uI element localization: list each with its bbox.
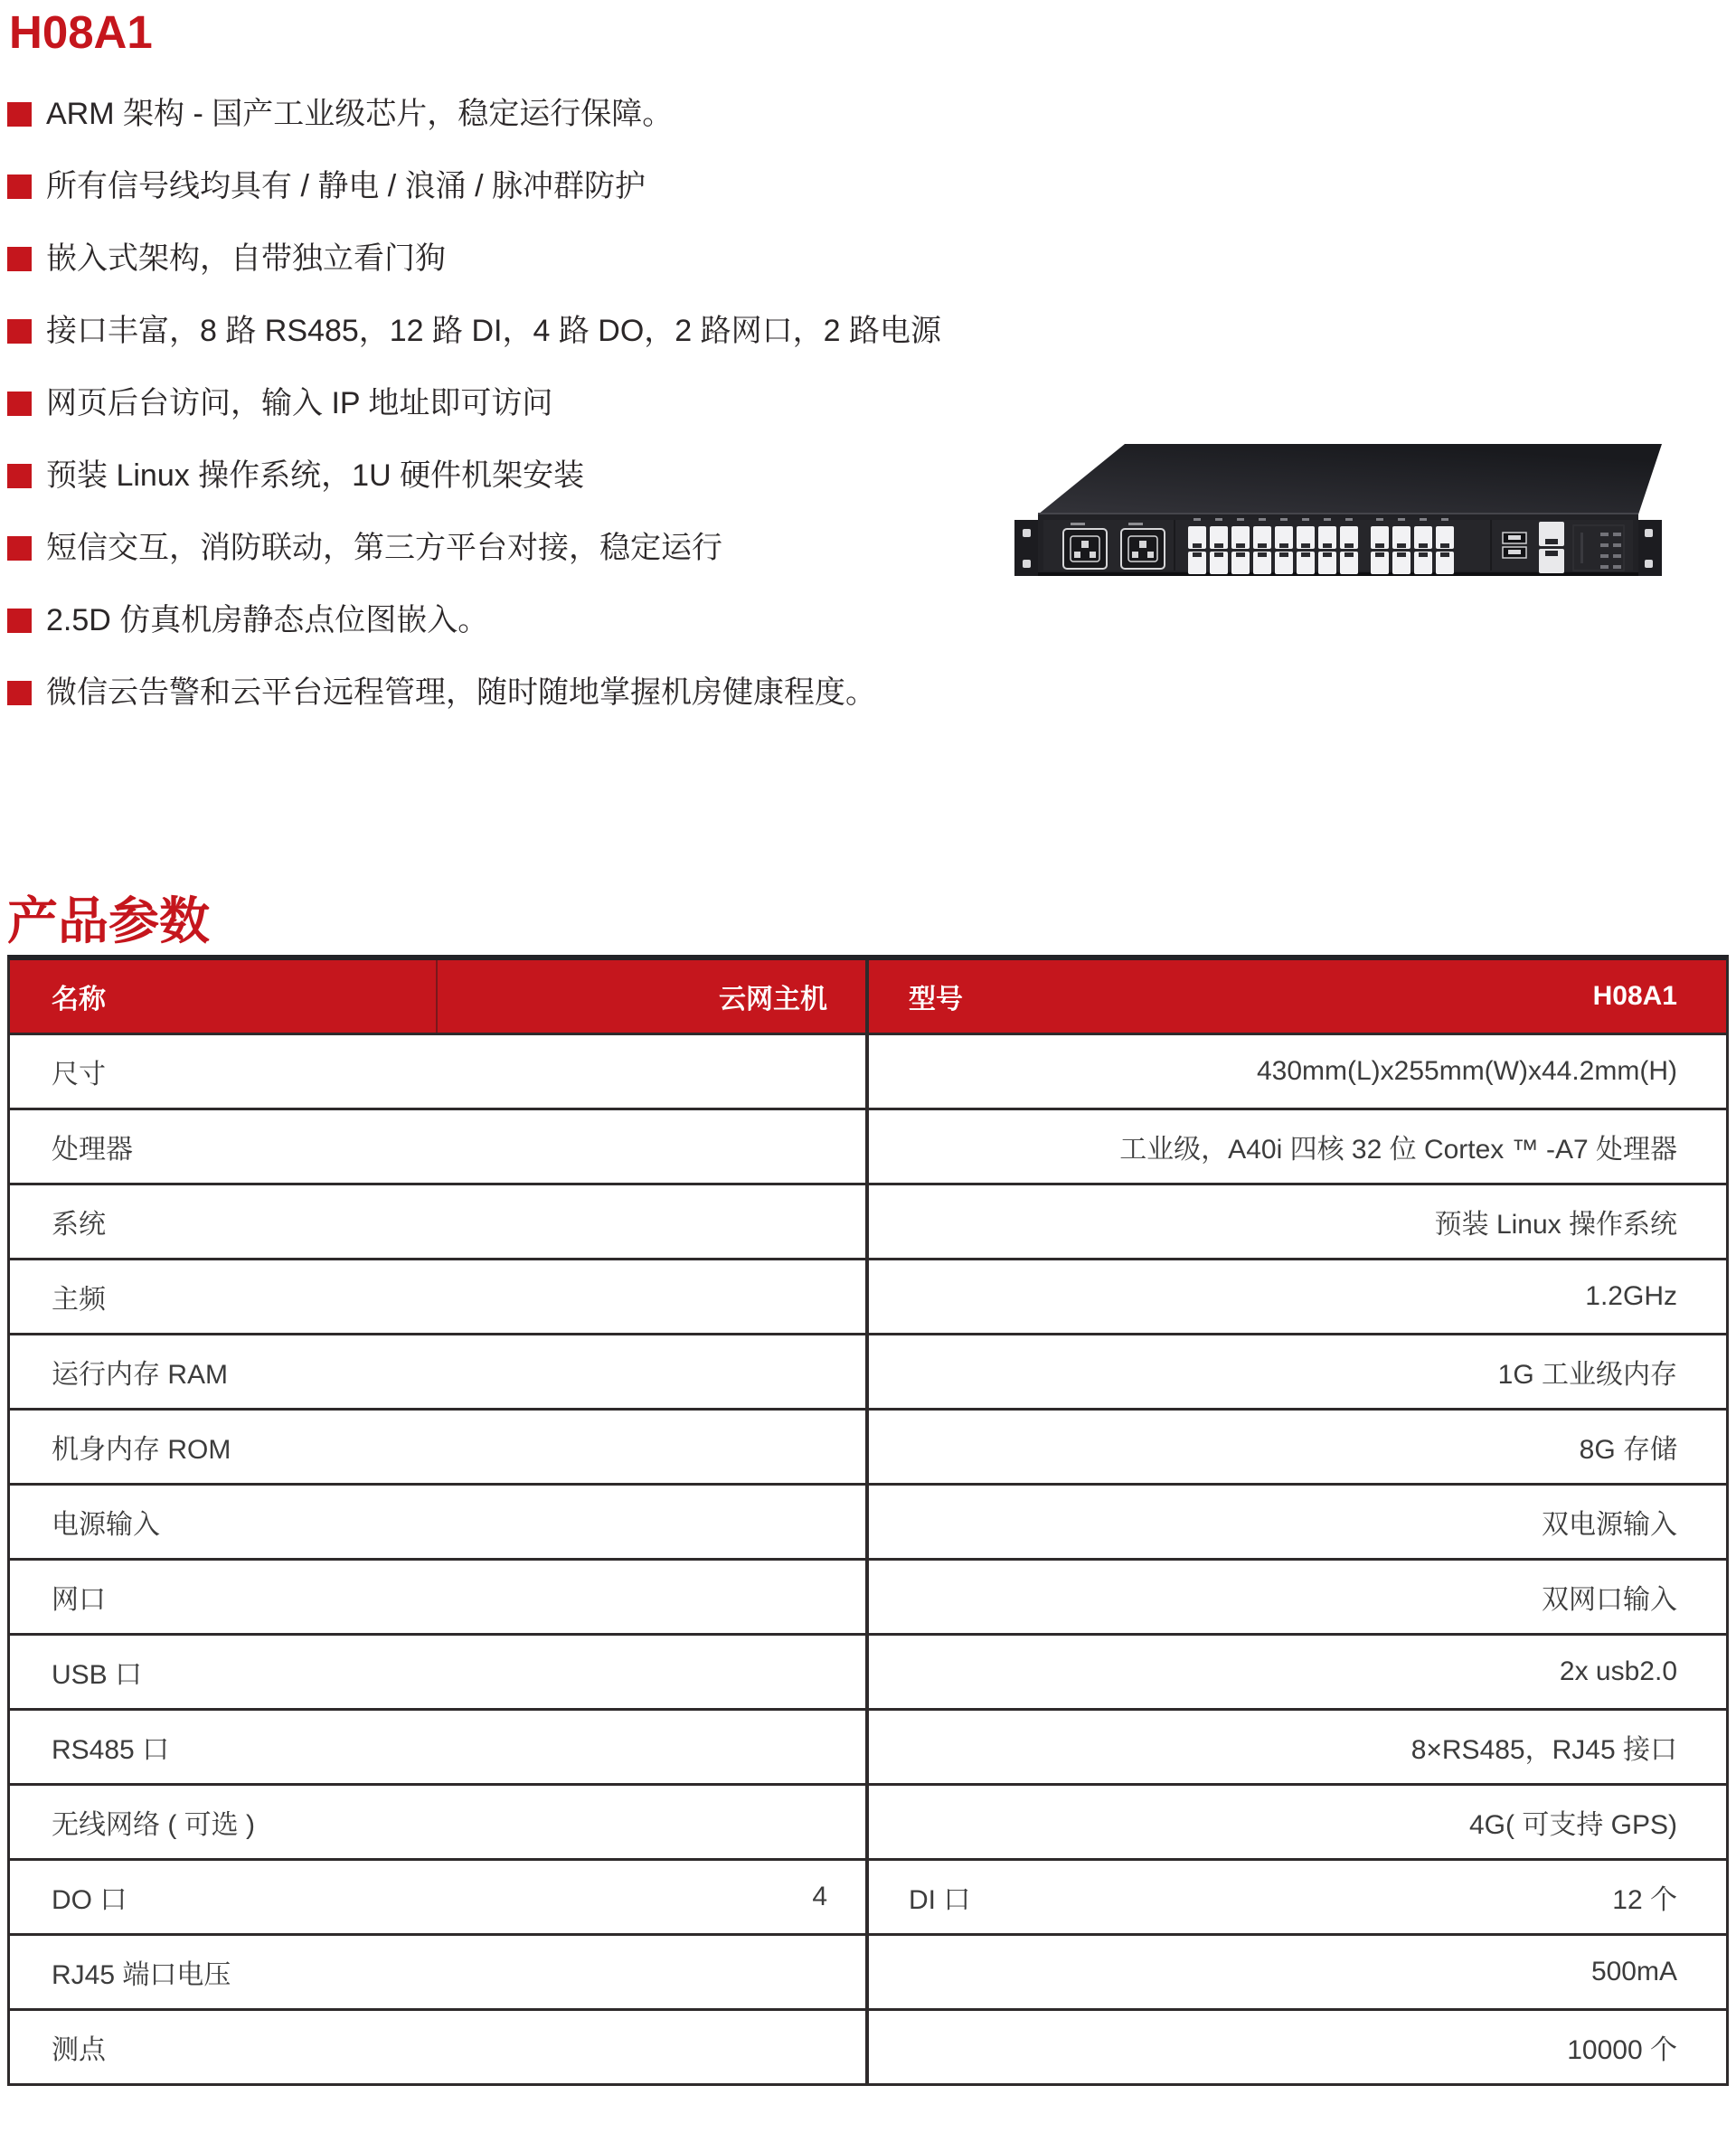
table-row <box>10 1258 1726 1333</box>
table-row <box>10 1558 1726 1633</box>
spec-label: RS485 口 <box>52 1735 170 1765</box>
spec-left-value: 4 <box>812 1882 827 1911</box>
panel-seam <box>1174 520 1175 571</box>
spec-value: 4G( 可支持 GPS) <box>1468 1810 1677 1840</box>
spec-second-label: DI 口 <box>909 1885 971 1915</box>
feature-text: 2.5D 仿真机房静态点位图嵌入。 <box>46 603 489 637</box>
header-sub-divider <box>436 960 438 1033</box>
spec-value: 10000 个 <box>1567 2035 1677 2065</box>
bullet-square-icon <box>7 609 32 633</box>
table-row <box>10 1783 1726 1858</box>
table-row <box>10 2008 1726 2083</box>
power-inlet-icon <box>1121 523 1165 569</box>
spec-label: RJ45 端口电压 <box>52 1960 231 1990</box>
header-name-cell <box>10 960 869 1033</box>
panel-seam <box>1490 520 1492 571</box>
spec-value: 8×RS485，RJ45 接口 <box>1410 1735 1677 1765</box>
bullet-square-icon <box>7 681 32 705</box>
bullet-square-icon <box>7 392 32 416</box>
header-model-value: H08A1 <box>1592 981 1677 1011</box>
spec-table-body <box>10 1033 1726 2083</box>
feature-item <box>7 387 1002 420</box>
spec-name-cell <box>10 1711 869 1783</box>
spec-value-cell <box>869 1786 1726 1858</box>
power-inlet-icon <box>1063 523 1107 569</box>
feature-item <box>7 604 1002 637</box>
table-row <box>10 1108 1726 1183</box>
section-title: 产品参数 <box>7 892 210 949</box>
spec-value-cell <box>869 1861 1726 1933</box>
spec-name-cell <box>10 1335 869 1408</box>
spec-value-cell <box>869 1561 1726 1633</box>
feature-item <box>7 315 1002 347</box>
spec-value: 2x usb2.0 <box>1559 1656 1677 1686</box>
spec-value: 500mA <box>1590 1957 1677 1986</box>
spec-value-cell <box>869 1035 1726 1108</box>
table-row <box>10 1708 1726 1783</box>
feature-text: 短信交互，消防联动，第三方平台对接，稳定运行 <box>46 531 722 565</box>
bullet-square-icon <box>7 247 32 271</box>
spec-value: 12 个 <box>1612 1885 1677 1915</box>
spec-value: 8G 存储 <box>1579 1435 1677 1465</box>
feature-item <box>7 459 1002 492</box>
spec-label: 主频 <box>52 1285 106 1315</box>
feature-item <box>7 242 1002 275</box>
spec-label: 电源输入 <box>52 1510 160 1540</box>
spec-value-cell <box>869 1936 1726 2008</box>
spec-name-cell <box>10 1936 869 2008</box>
bullet-square-icon <box>7 319 32 344</box>
spec-name-cell <box>10 2011 869 2083</box>
bullet-square-icon <box>7 536 32 561</box>
feature-list <box>7 98 1002 749</box>
spec-name-cell <box>10 1260 869 1333</box>
feature-text: ARM 架构 - 国产工业级芯片，稳定运行保障。 <box>46 97 674 131</box>
header-model-cell <box>869 960 1726 1033</box>
spec-label: 测点 <box>52 2035 106 2065</box>
spec-value-cell <box>869 1411 1726 1483</box>
spec-table-header <box>10 960 1726 1033</box>
header-model-label: 型号 <box>909 985 963 1014</box>
spec-name-cell <box>10 1636 869 1708</box>
spec-name-cell <box>10 1185 869 1258</box>
feature-item <box>7 676 1002 709</box>
spec-name-cell <box>10 1411 869 1483</box>
spec-value: 工业级，A40i 四核 32 位 Cortex ™ -A7 处理器 <box>1119 1135 1677 1165</box>
chassis-top <box>1038 444 1662 514</box>
spec-value-cell <box>869 1335 1726 1408</box>
spec-name-cell <box>10 1786 869 1858</box>
table-row <box>10 1408 1726 1483</box>
bullet-square-icon <box>7 102 32 127</box>
table-row <box>10 1183 1726 1258</box>
spec-label: 网口 <box>52 1585 106 1615</box>
feature-text: 嵌入式架构，自带独立看门狗 <box>46 241 446 276</box>
page-title: H08A1 <box>9 6 153 58</box>
spec-value-cell <box>869 1711 1726 1783</box>
feature-text: 预装 Linux 操作系统，1U 硬件机架安装 <box>46 458 585 493</box>
rack-ear-left-icon <box>1014 520 1040 576</box>
header-name-value: 云网主机 <box>719 985 827 1014</box>
table-row <box>10 1933 1726 2008</box>
spec-label: 处理器 <box>52 1135 133 1165</box>
table-row <box>10 1033 1726 1108</box>
feature-item <box>7 98 1002 130</box>
spec-label: 无线网络 ( 可选 ) <box>52 1810 255 1840</box>
spec-value-cell <box>869 1110 1726 1183</box>
feature-text: 网页后台访问，输入 IP 地址即可访问 <box>46 386 553 420</box>
spec-table <box>7 955 1729 2086</box>
spec-value: 双网口输入 <box>1542 1585 1677 1615</box>
spec-name-cell <box>10 1110 869 1183</box>
header-name-label: 名称 <box>52 985 106 1014</box>
spec-value: 预装 Linux 操作系统 <box>1434 1210 1677 1240</box>
feature-text: 所有信号线均具有 / 静电 / 浪涌 / 脉冲群防护 <box>46 169 646 203</box>
feature-item <box>7 170 1002 203</box>
spec-label: 机身内存 ROM <box>52 1435 231 1465</box>
spec-name-cell <box>10 1561 869 1633</box>
spec-label: 运行内存 RAM <box>52 1360 228 1390</box>
spec-label: 系统 <box>52 1210 106 1240</box>
spec-name-cell <box>10 1861 869 1933</box>
rack-host-illustration <box>1014 437 1662 581</box>
bullet-square-icon <box>7 464 32 488</box>
table-row <box>10 1858 1726 1933</box>
spec-value-cell <box>869 2011 1726 2083</box>
spec-value-cell <box>869 1185 1726 1258</box>
table-row <box>10 1333 1726 1408</box>
rack-ear-right-icon <box>1637 520 1662 576</box>
spec-label: DO 口 <box>52 1885 127 1915</box>
device-image <box>1014 437 1662 581</box>
feature-item <box>7 532 1002 564</box>
table-row <box>10 1633 1726 1708</box>
spec-label: 尺寸 <box>52 1060 106 1090</box>
feature-text: 微信云告警和云平台远程管理，随时随地掌握机房健康程度。 <box>46 675 876 710</box>
spec-name-cell <box>10 1035 869 1108</box>
bullet-square-icon <box>7 175 32 199</box>
spec-value-cell <box>869 1260 1726 1333</box>
spec-value: 双电源输入 <box>1542 1510 1677 1540</box>
spec-value-cell <box>869 1636 1726 1708</box>
table-row <box>10 1483 1726 1558</box>
spec-label: USB 口 <box>52 1660 143 1690</box>
spec-value-cell <box>869 1486 1726 1558</box>
spec-value: 1.2GHz <box>1585 1281 1677 1311</box>
spec-value: 430mm(L)x255mm(W)x44.2mm(H) <box>1256 1056 1677 1086</box>
spec-name-cell <box>10 1486 869 1558</box>
feature-text: 接口丰富，8 路 RS485，12 路 DI，4 路 DO，2 路网口，2 路电源 <box>46 314 941 348</box>
spec-value: 1G 工业级内存 <box>1497 1360 1677 1390</box>
